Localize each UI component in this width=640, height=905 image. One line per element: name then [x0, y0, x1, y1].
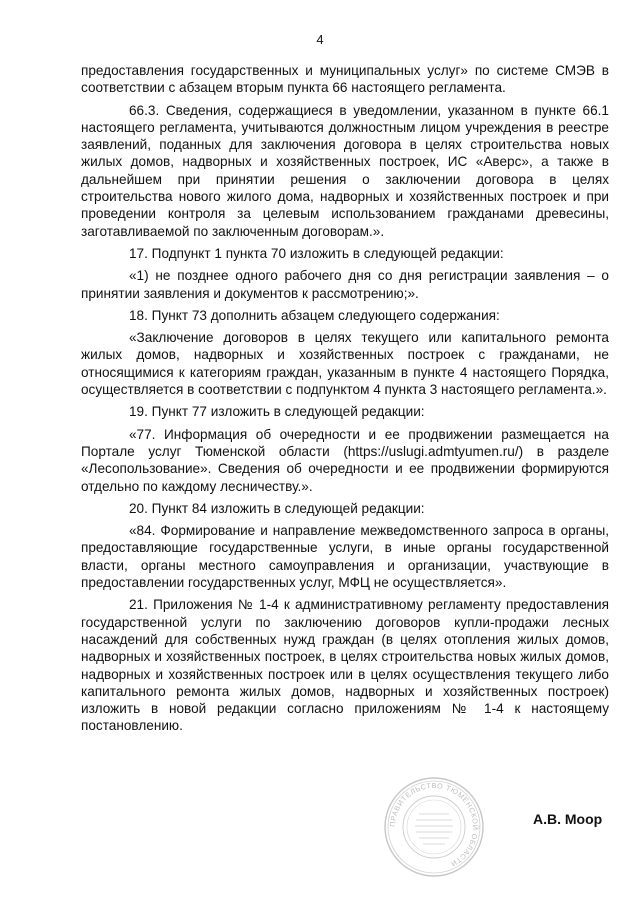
paragraph-item-19-quote: «77. Информация об очередности и ее продвижении размещается на Портале услуг Тюменской области (https://uslugi.admtyumen.ru/) в разделе «Лесопользование». Сведения об очередности и ее продвижении формируются отдельно по каждому лесничеству.».	[81, 426, 609, 494]
paragraph-item-21: 21. Приложения № 1-4 к административному регламенту предоставления государственной услуги по заключению договоров купли-продажи лесных насаждений для собственных нужд граждан (в целях отопления жилых домов, надворных и хозяйственных построек, в целях строительства новых жилых домов, надворных и хозяйственных построек или в целях осуществления текущего либо капитального ремонта жилых домов, надворных и хозяйственных построек) изложить в новой редакции согласно приложениям № 1-4 к настоящему постановлению.	[81, 597, 609, 734]
paragraph-item-17-quote: «1) не позднее одного рабочего дня со дня регистрации заявления – о принятии заявления и документов к рассмотрению;».	[81, 268, 609, 301]
paragraph-item-17: 17. Подпункт 1 пункта 70 изложить в следующей редакции:	[129, 245, 504, 261]
paragraph-item-19: 19. Пункт 77 изложить в следующей редакции:	[129, 404, 425, 420]
document-body	[81, 62, 609, 740]
signature-block	[0, 776, 640, 886]
paragraph-item-18: 18. Пункт 73 дополнить абзацем следующего содержания:	[129, 307, 500, 323]
signer-name: А.В. Моор	[533, 811, 603, 827]
official-stamp-seal	[383, 776, 485, 878]
page-number: 4	[316, 32, 324, 47]
paragraph-continuation: предоставления государственных и муниципальных услуг» по системе СМЭВ в соответствии с абзацем вторым пункта 66 настоящего регламента.	[81, 63, 609, 96]
paragraph-66-3: 66.3. Сведения, содержащиеся в уведомлении, указанном в пункте 66.1 настоящего регламента, учитываются должностным лицом учреждения в реестре заявлений, поданных для заключения договора в целях строительства новых жилых домов, надворных и хозяйственных построек, ИС «Аверс», а также в дальнейшем при принятии решения о заключении договора в целях строительства нового жилого дома, надворных и хозяйственных построек и при проведении контроля за целевым использованием гражданами древесины, заготавливаемой по заключенным договорам.».	[81, 102, 609, 239]
paragraph-item-20-quote: «84. Формирование и направление межведомственного запроса в органы, предоставляющие государственные услуги, в иные органы государственной власти, органы местного самоуправления и организации, участвующие в предоставлении государственных услуг, МФЦ не осуществляется».	[81, 523, 609, 591]
paragraph-item-20: 20. Пункт 84 изложить в следующей редакции:	[129, 500, 425, 516]
stamp-text: ПРАВИТЕЛЬСТВО ТЮМЕНСКОЙ ОБЛАСТИ	[387, 780, 481, 869]
paragraph-item-18-quote: «Заключение договоров в целях текущего или капитального ремонта жилых домов, надворных и хозяйственных построек с гражданами, не относящимися к категориям граждан, указанным в пункте 4 настоящего Порядка, осуществляется в соответствии с подпунктом 4 пункта 3 настоящего регламента.».	[81, 330, 609, 398]
